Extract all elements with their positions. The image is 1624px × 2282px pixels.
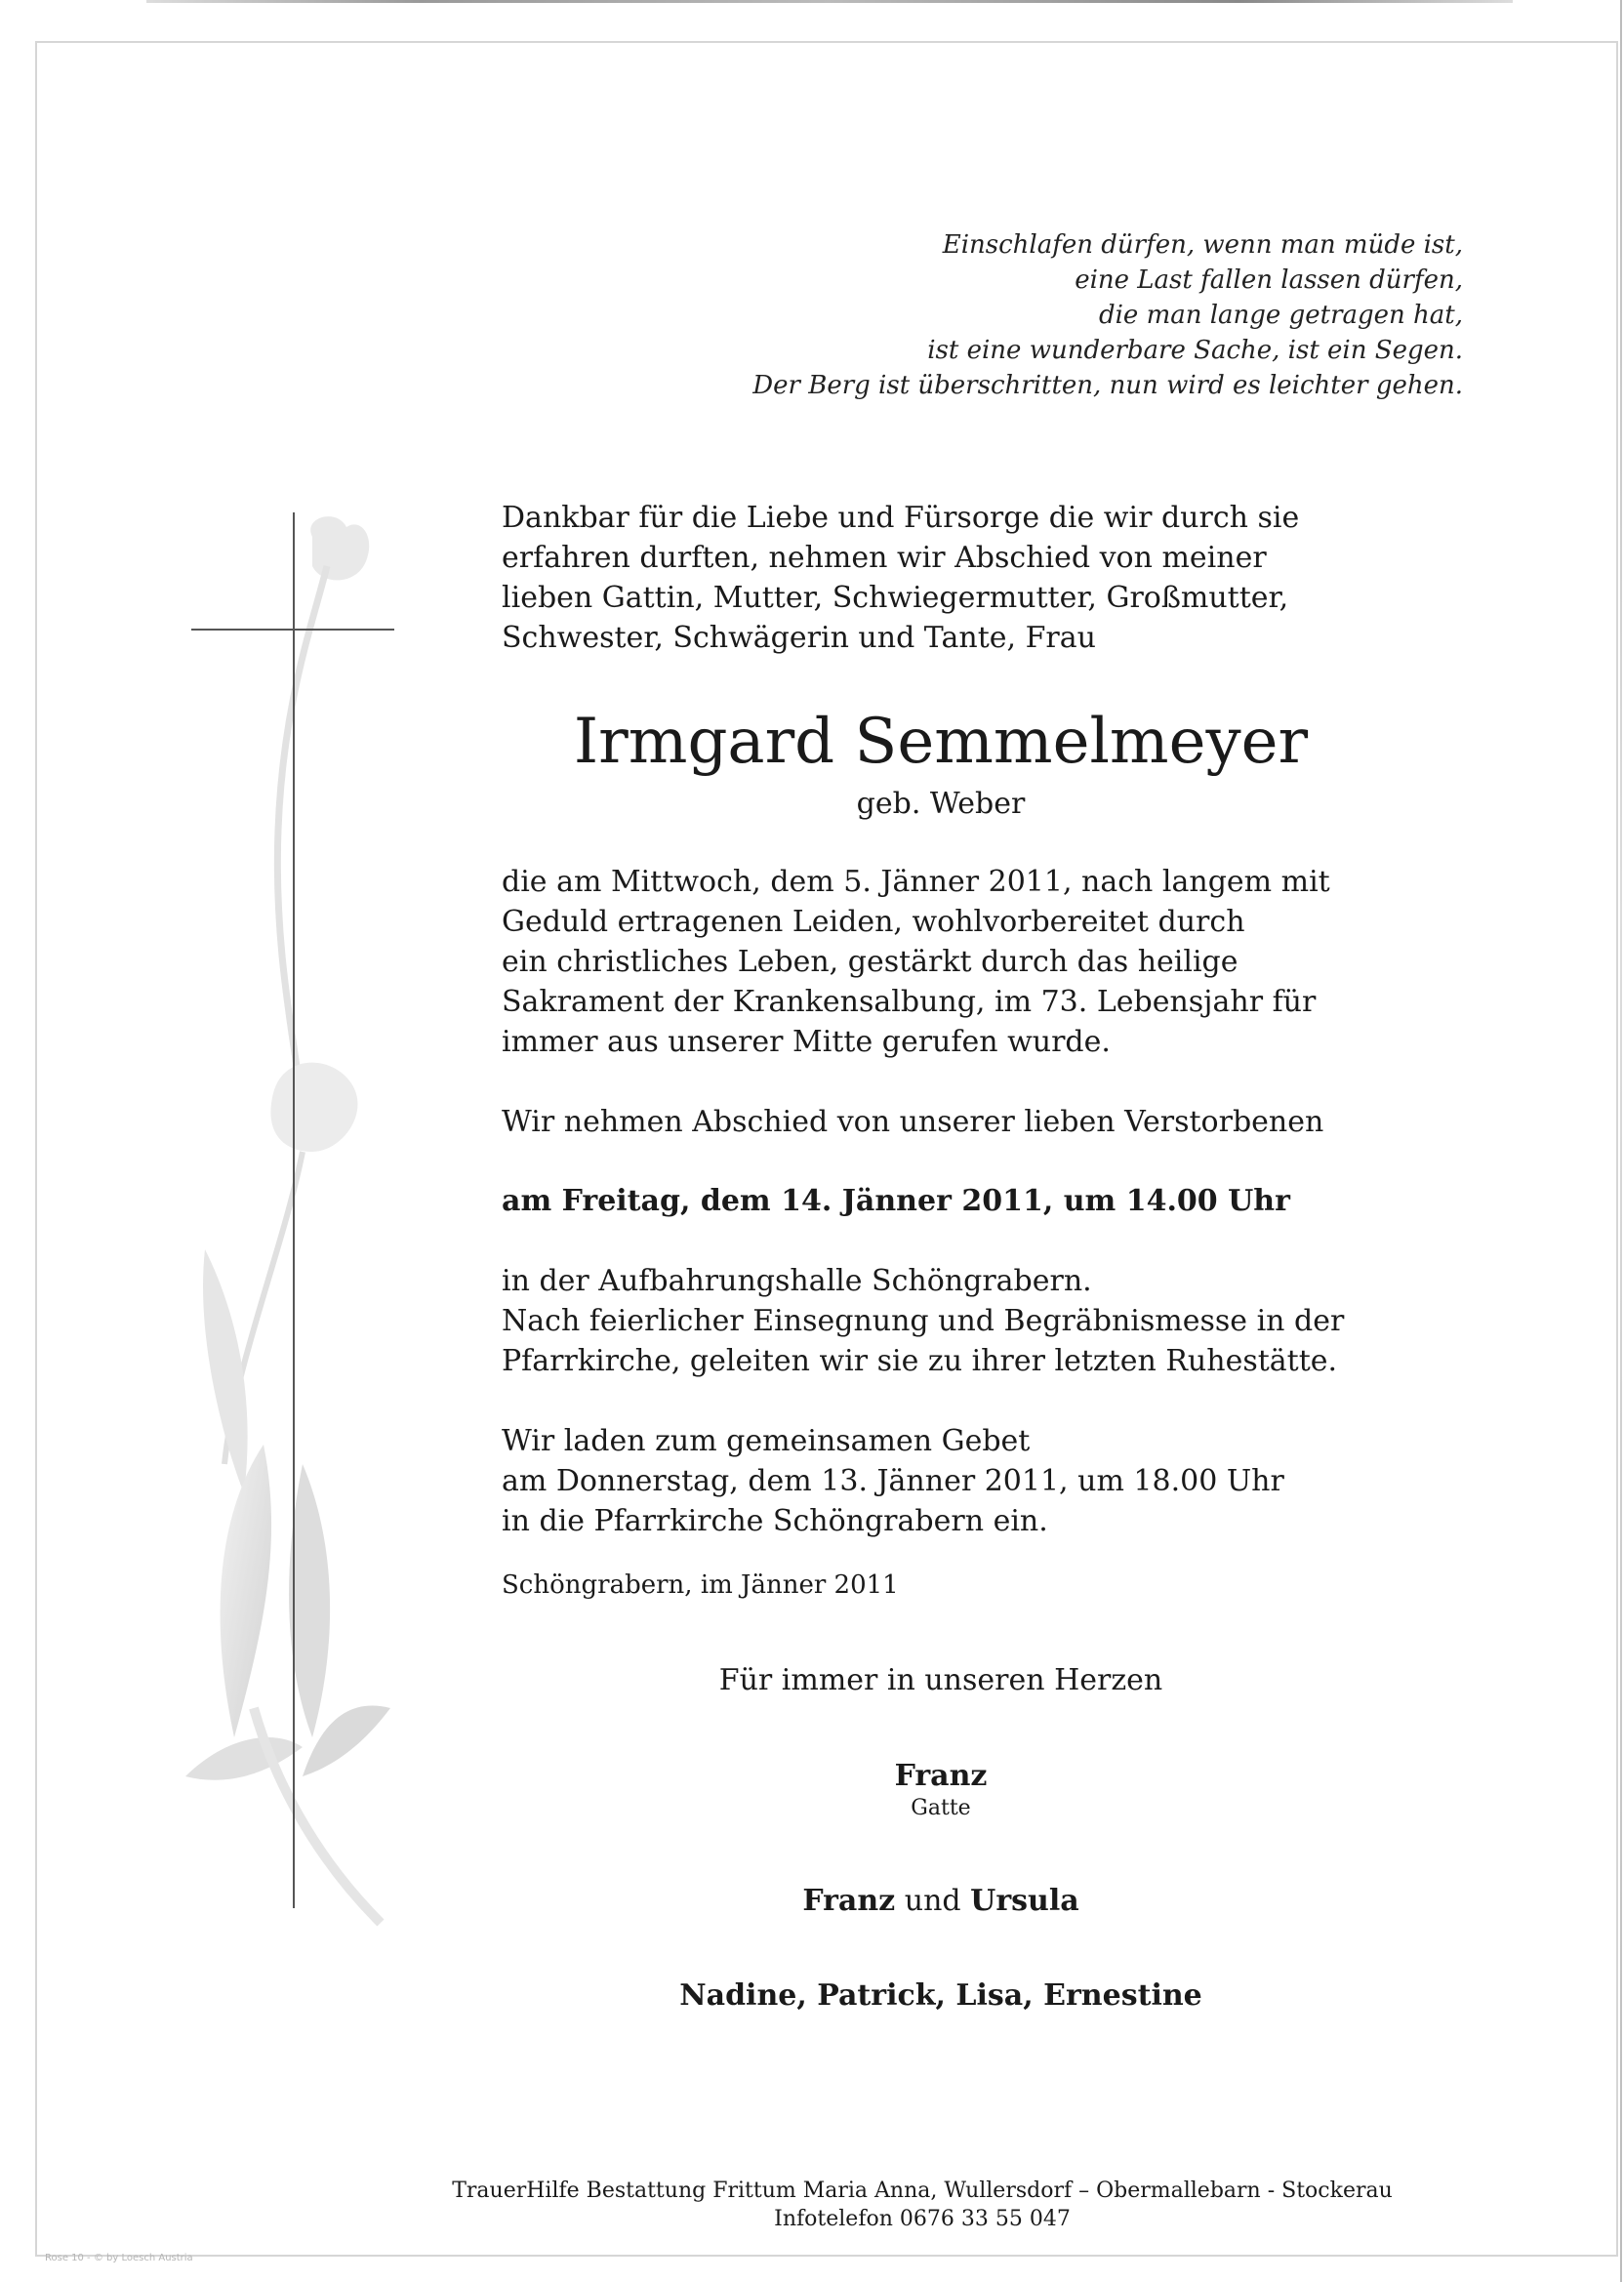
poem-line: eine Last fallen lassen dürfen, bbox=[1075, 265, 1463, 295]
place-and-date: Schöngrabern, im Jänner 2011 bbox=[502, 1570, 899, 1600]
poem-line: ist eine wunderbare Sache, ist ein Segen. bbox=[927, 336, 1463, 365]
poem-line: Der Berg ist überschritten, nun wird es leichter gehen. bbox=[752, 371, 1463, 400]
mourner-couple-and: und bbox=[904, 1884, 961, 1918]
mourner-grandchildren: Nadine, Patrick, Lisa, Ernestine bbox=[679, 1978, 1202, 2013]
cross-horizontal-bar bbox=[191, 629, 394, 631]
birth-name: geb. Weber bbox=[856, 787, 1026, 821]
death-paragraph: die am Mittwoch, dem 5. Jänner 2011, nach langem mit Geduld ertragenen Leiden, wohlvorbereitet durch ein christliches Leben, gestärkt durch das heilige Sakrament der Krankensalbung, im 73. Lebensjahr für immer aus unserer Mitte gerufen wurde. bbox=[502, 865, 1330, 1059]
poem-line: die man lange getragen hat, bbox=[1098, 301, 1463, 330]
poem bbox=[585, 227, 1463, 403]
mourner-spouse-role: Gatte bbox=[911, 1796, 971, 1820]
scan-right-edge bbox=[1620, 0, 1622, 2282]
poem-line: Einschlafen dürfen, wenn man müde ist, bbox=[942, 230, 1463, 260]
cross-vertical-bar bbox=[293, 512, 295, 1908]
funeral-date: am Freitag, dem 14. Jänner 2011, um 14.00 Uhr bbox=[502, 1184, 1290, 1218]
mourner-couple bbox=[502, 1882, 1380, 1921]
closing-line: Für immer in unseren Herzen bbox=[718, 1663, 1163, 1697]
mourner-couple-second: Ursula bbox=[970, 1884, 1079, 1918]
image-copyright: Rose 10 - © by Loesch Austria bbox=[45, 2253, 193, 2263]
mourner-couple-first: Franz bbox=[802, 1884, 896, 1918]
scan-top-edge bbox=[146, 0, 1513, 3]
mourner-spouse: Franz bbox=[894, 1759, 988, 1793]
funeral-place: in der Aufbahrungshalle Schöngrabern. Nach feierlicher Einsegnung und Begräbnismesse in der Pfarrkirche, geleiten wir sie zu ihrer letzten Ruhestätte. bbox=[502, 1264, 1345, 1378]
footer-phone: Infotelefon 0676 33 55 047 bbox=[774, 2207, 1071, 2231]
rose-illustration bbox=[166, 508, 459, 1942]
intro-text: Dankbar für die Liebe und Fürsorge die wir durch sie erfahren durften, nehmen wir Abschied von meiner lieben Gattin, Mutter, Schwiegermutter, Großmutter, Schwester, Schwägerin und Tante, Frau bbox=[502, 501, 1300, 655]
deceased-name: Irmgard Semmelmeyer bbox=[573, 706, 1309, 778]
intro-paragraph bbox=[502, 498, 1439, 658]
footer-undertaker: TrauerHilfe Bestattung Frittum Maria Anna, Wullersdorf – Obermallebarn - Stockerau bbox=[452, 2179, 1393, 2203]
prayer-invitation: Wir laden zum gemeinsamen Gebet am Donnerstag, dem 13. Jänner 2011, um 18.00 Uhr in die Pfarrkirche Schöngrabern ein. bbox=[502, 1424, 1284, 1538]
farewell-intro: Wir nehmen Abschied von unserer lieben Verstorbenen bbox=[502, 1105, 1324, 1139]
